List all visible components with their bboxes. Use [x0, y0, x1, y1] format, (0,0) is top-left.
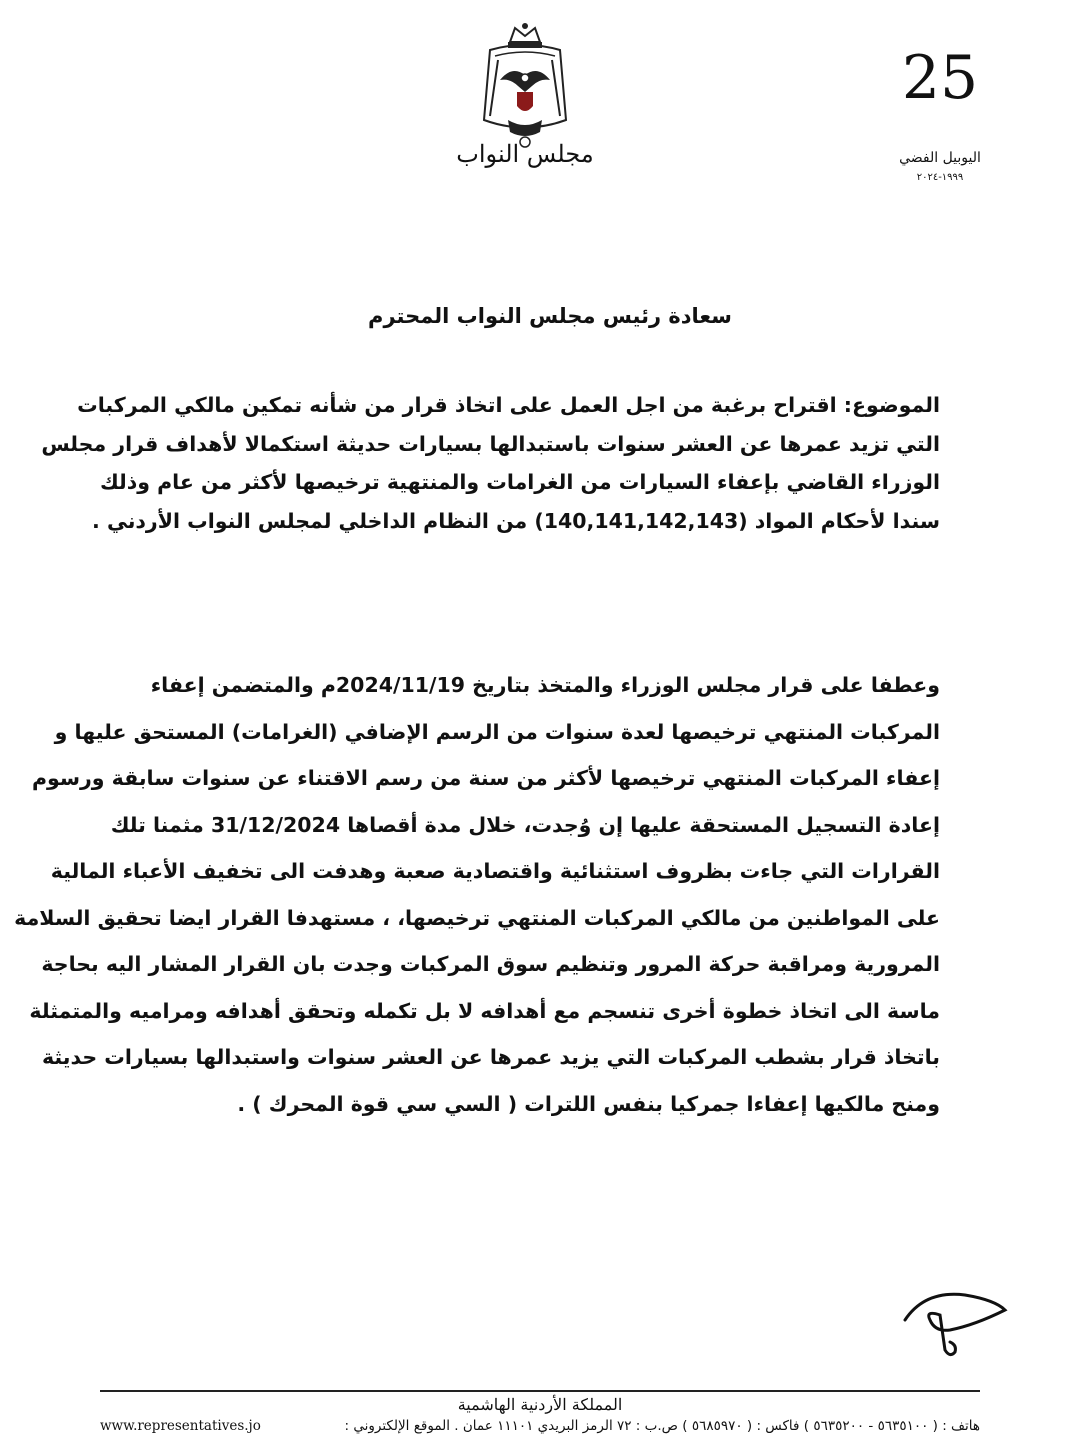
salutation: سعادة رئيس مجلس النواب المحترم: [368, 304, 732, 328]
body-line: المركبات المنتهي ترخيصها لعدة سنوات من الرسم الإضافي (الغرامات) المستحق عليها و: [54, 719, 940, 744]
body-line: إعفاء المركبات المنتهي ترخيصها لأكثر من سنة من رسم الاقتناء عن سنوات سابقة ورسوم: [31, 766, 940, 790]
footer-website-link[interactable]: www.representatives.jo: [100, 1418, 261, 1434]
emblem-caption: مجلس النواب: [456, 140, 594, 168]
signature-icon: [895, 1280, 1015, 1360]
body-line: ومنح مالكيها إعفاءا جمركيا بنفس اللترات ( السي سي قوة المحرك ) .: [237, 1091, 940, 1116]
jubilee-number-2: 25: [901, 43, 979, 113]
subject-line: الوزراء القاضي بإعفاء السيارات من الغرامات والمنتهية ترخيصها لأكثر من عام وذلك: [99, 470, 940, 494]
subject-line: الموضوع: اقتراح برغبة من اجل العمل على اتخاذ قرار من شأنه تمكين مالكي المركبات: [77, 393, 940, 417]
jubilee-logo: [901, 40, 979, 150]
body-line: القرارات التي جاءت بظروف استثنائية واقتصادية صعبة وهدفت الى تخفيف الأعباء المالية: [50, 859, 940, 883]
jubilee-25-icon: [901, 40, 979, 150]
footer-contact: هاتف : ( ٥٦٣٥١٠٠ - ٥٦٣٥٢٠٠ ) فاكس : ( ٥٦٨٥٩٧٠ ) ص.ب : ٧٢ الرمز البريدي ١١١٠١ عمان . الموقع الإلكتروني :: [344, 1418, 980, 1434]
subject-line: سندا لأحكام المواد (140,141,142,143) من النظام الداخلي لمجلس النواب الأردني .: [92, 508, 940, 533]
body-line: باتخاذ قرار بشطب المركبات التي يزيد عمرها عن العشر سنوات واستبدالها بسيارات حديثة: [42, 1045, 940, 1069]
subject-paragraph: [41, 386, 940, 540]
subject-line: التي تزيد عمرها عن العشر سنوات باستبدالها بسيارات حديثة استكمالا لأهداف قرار مجلس: [41, 431, 940, 456]
footer-divider: [100, 1390, 980, 1392]
jubilee-years: ١٩٩٩-٢٠٢٤: [916, 172, 964, 183]
body-line: على المواطنين من مالكي المركبات المنتهي ترخيصها، ، مستهدفا القرار ايضا تحقيق السلامة: [14, 905, 940, 930]
body-line: إعادة التسجيل المستحقة عليها إن وُجدت، خلال مدة أقصاها 31/12/2024 مثمنا تلك: [110, 812, 940, 837]
body-line: المرورية ومراقبة حركة المرور وتنظيم سوق المركبات وجدت بان القرار المشار اليه بحاجة: [41, 952, 940, 976]
footer-country: المملكة الأردنية الهاشمية: [457, 1395, 623, 1414]
royal-emblem-icon: [470, 20, 580, 155]
body-line: وعطفا على قرار مجلس الوزراء والمتخذ بتاريخ 2024/11/19م والمتضمن إعفاء: [150, 673, 940, 697]
jubilee-caption: اليوبيل الفضي: [899, 150, 981, 166]
body-paragraph: [14, 662, 940, 1127]
body-line: ماسة الى اتخاذ خطوة أخرى تنسجم مع أهدافه لا بل تكمله وتحقق أهدافه ومراميه والمتمثلة: [29, 998, 940, 1023]
